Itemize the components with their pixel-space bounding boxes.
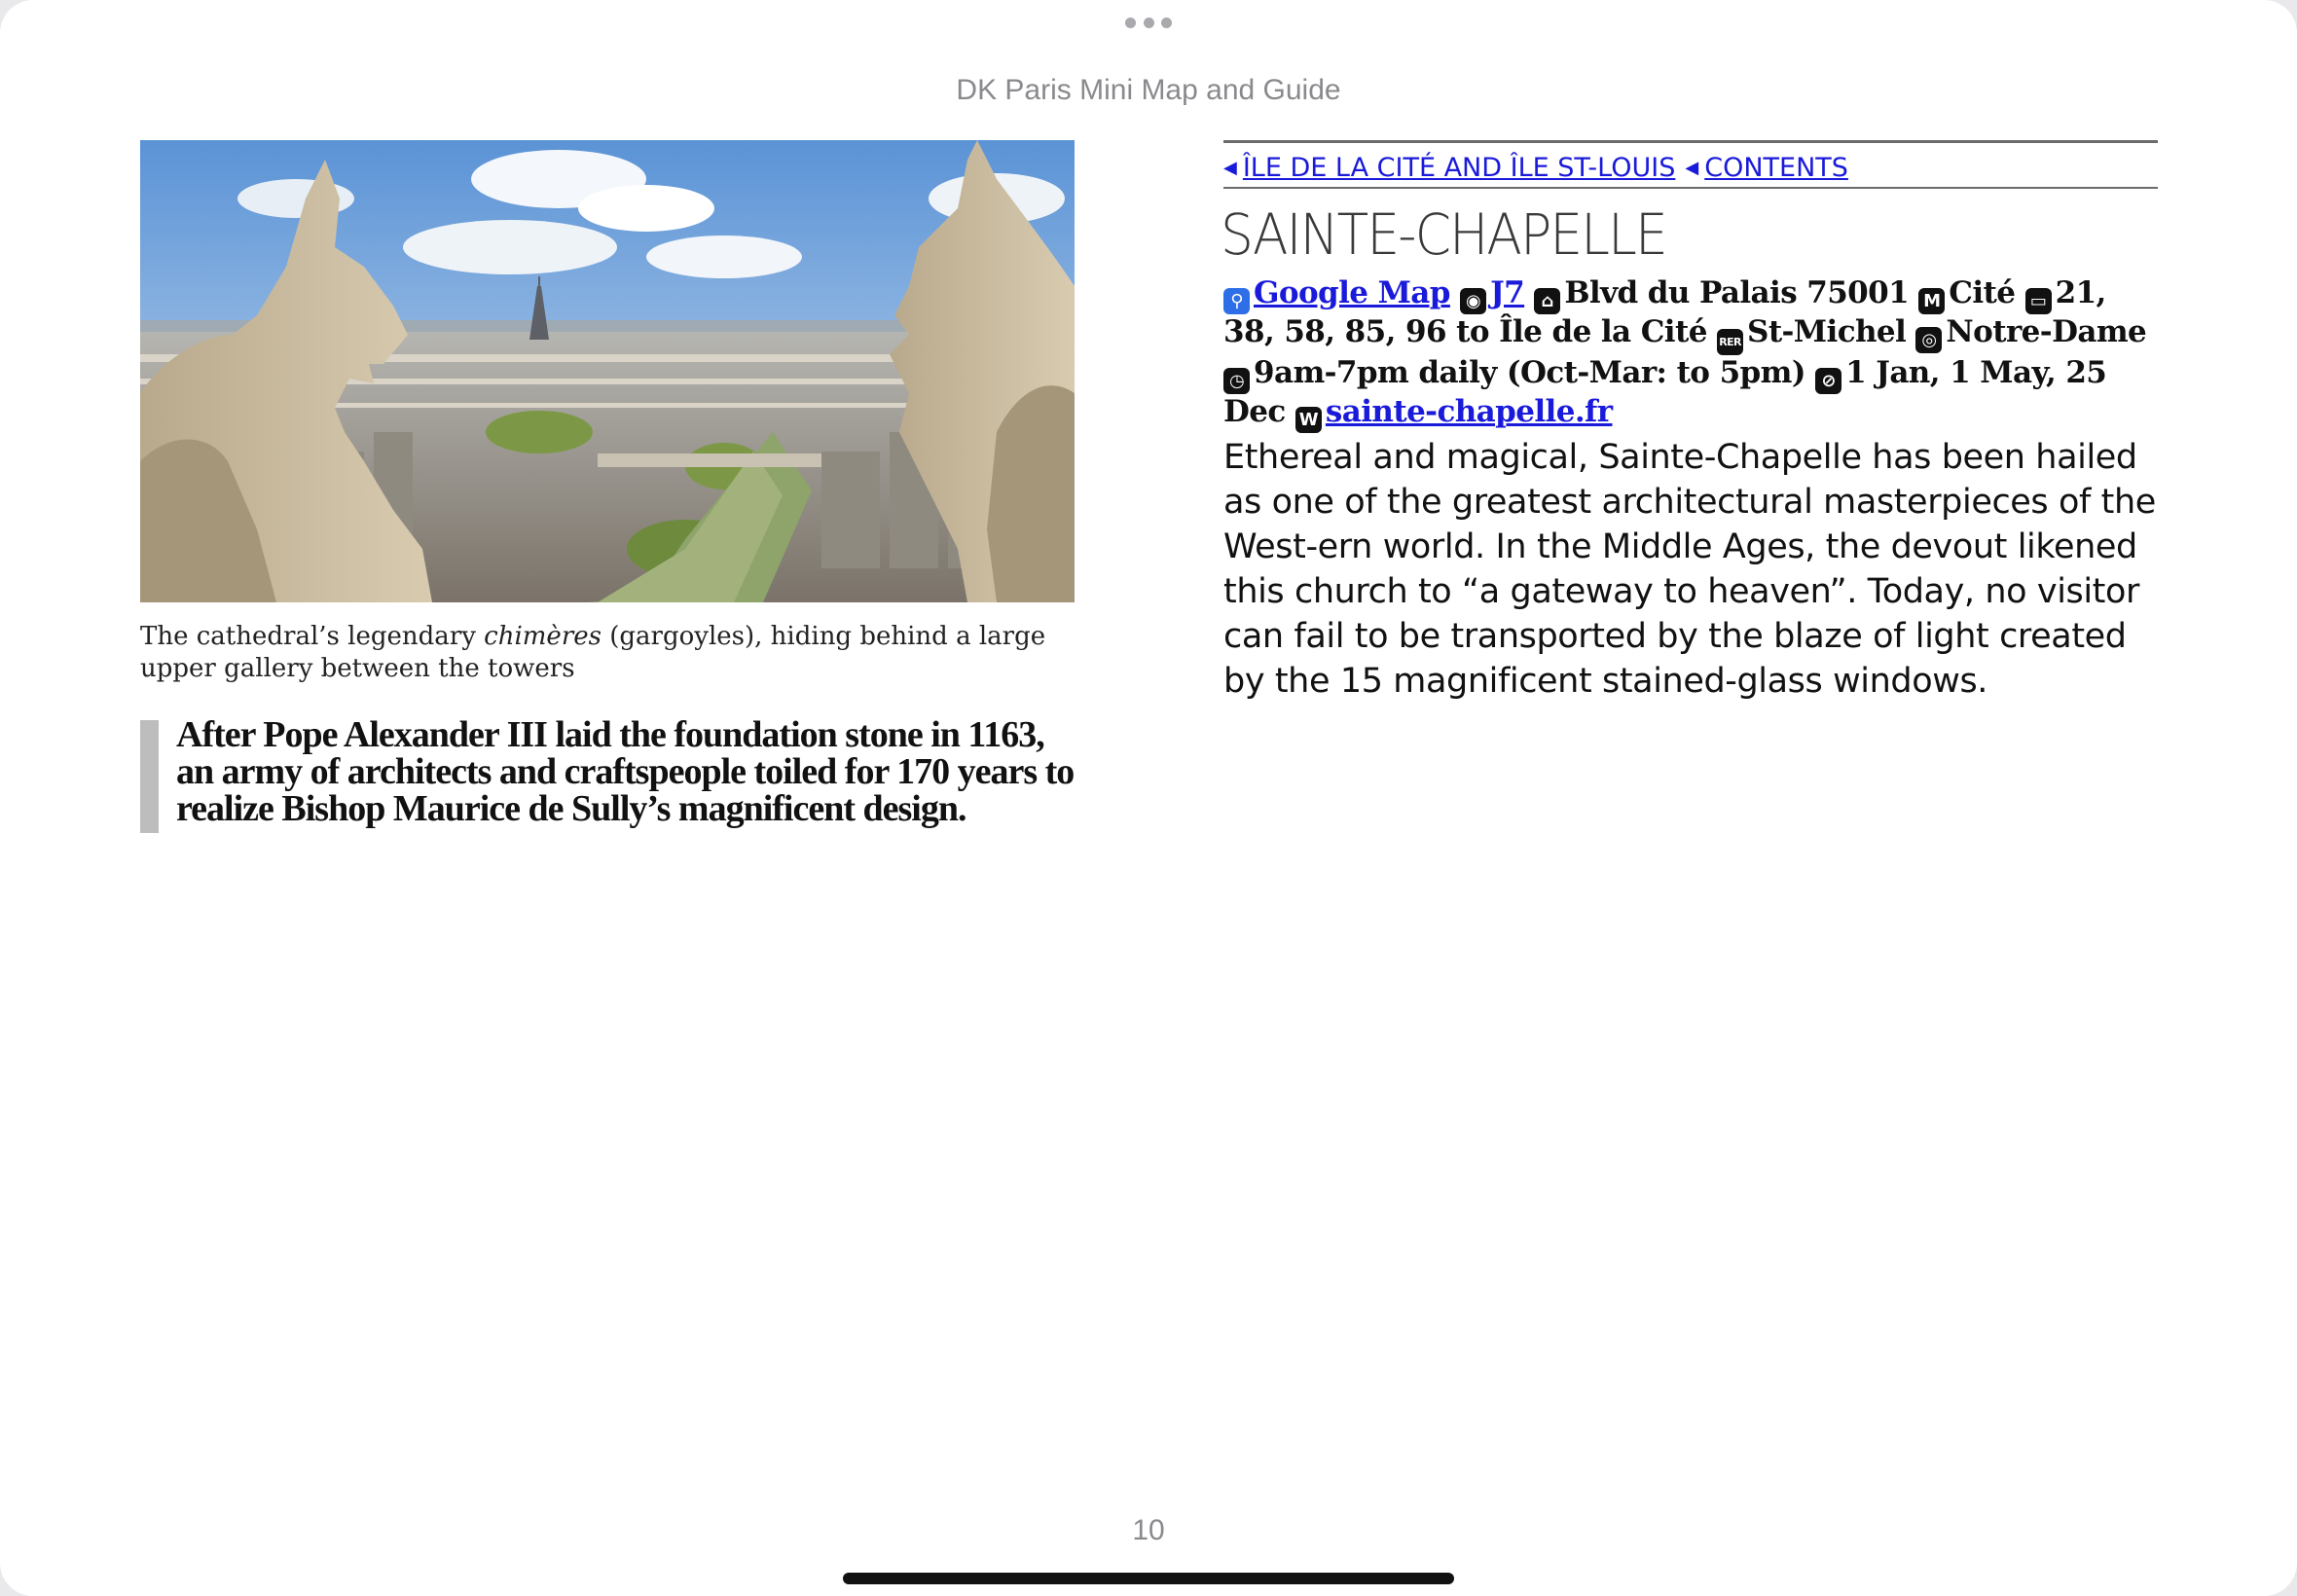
breadcrumb xyxy=(1223,152,2158,185)
nav-rule-bottom xyxy=(1223,187,2158,189)
quote-bar xyxy=(140,720,159,833)
bus-icon: ▭ xyxy=(2025,288,2052,314)
gargoyles-photo xyxy=(140,140,1075,602)
closed-clock-icon: ⊘ xyxy=(1815,368,1841,394)
intro-paragraph: Ethereal and magical, Sainte-Chapelle has been hailed as one of the greatest architectural masterpieces of the West-ern world. In the Middle Ages, the devout likened this church to “a gateway to heaven”. Today, no visitor can fail to be transported by the blaze of light created by the 15 magnificent stained-glass windows. xyxy=(1223,438,2156,701)
house-icon: ⌂ xyxy=(1534,288,1560,314)
google-map-link[interactable]: Google Map xyxy=(1254,275,1450,310)
bus-text: 21, 38, 58, 85, 96 to Île de la Cité xyxy=(1223,275,2106,349)
book-title: DK Paris Mini Map and Guide xyxy=(956,74,1341,106)
back-triangle-icon: ◀ xyxy=(1223,158,1237,178)
contents-triangle-icon: ◀ xyxy=(1685,158,1699,178)
home-indicator[interactable] xyxy=(843,1573,1454,1584)
practical-info xyxy=(1223,275,2158,433)
caption-italic-term: chimères xyxy=(484,622,602,651)
map-pin-icon: ⚲ xyxy=(1223,288,1250,314)
clock-icon: ◷ xyxy=(1223,368,1250,394)
page-number: 10 xyxy=(1132,1514,1165,1546)
pull-quote xyxy=(140,714,1075,833)
caption-text-start: The cathedral’s legendary xyxy=(140,622,485,651)
rer2-icon: ◎ xyxy=(1915,327,1942,353)
nav-rule-top xyxy=(1223,140,2158,143)
website-link[interactable]: sainte-chapelle.fr xyxy=(1325,394,1613,429)
more-dots-icon[interactable] xyxy=(1125,16,1172,29)
web-icon: W xyxy=(1295,407,1322,433)
hours-text: 9am-7pm daily (Oct-Mar: to 5pm) xyxy=(1254,355,1805,390)
rer-icon: RER xyxy=(1717,329,1743,355)
caption-text-end: (gargoyles), hiding behind a large upper gallery between the towers xyxy=(140,622,1046,683)
photo-caption xyxy=(140,621,1075,685)
pull-quote-text: After Pope Alexander III laid the foundation stone in 1163, an army of architects and craftspeople toiled for 170 years to realize Bishop Maurice de Sully’s magnificent design. xyxy=(176,714,1075,829)
metro-icon: M xyxy=(1918,288,1945,314)
rer-text: St-Michel xyxy=(1747,314,1907,349)
contents-link[interactable]: CONTENTS xyxy=(1704,153,1848,183)
page-title: SAINTE-CHAPELLE xyxy=(1221,201,1666,268)
map-ref-link[interactable]: J7 xyxy=(1490,275,1525,310)
address-text: Blvd du Palais 75001 xyxy=(1564,275,1910,310)
rer2-text: Notre-Dame xyxy=(1946,314,2147,349)
metro-text: Cité xyxy=(1949,275,2016,310)
back-section-link[interactable]: ÎLE DE LA CITÉ AND ÎLE ST-LOUIS xyxy=(1242,153,1676,183)
location-icon: ◉ xyxy=(1460,288,1486,314)
closed-text: 1 Jan, 1 May, 25 Dec xyxy=(1223,355,2107,429)
